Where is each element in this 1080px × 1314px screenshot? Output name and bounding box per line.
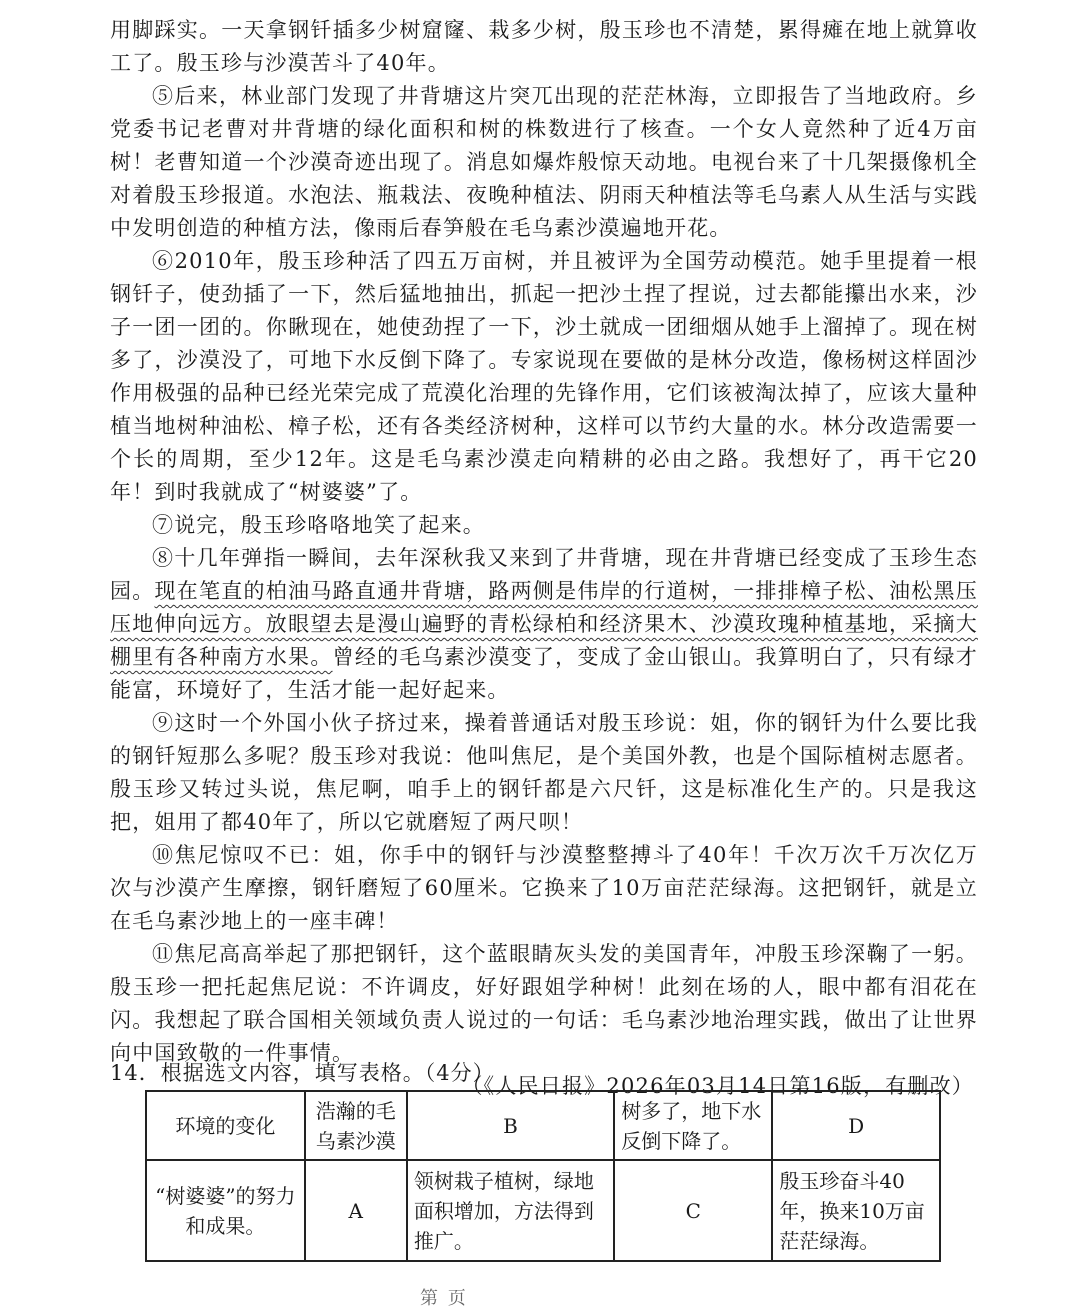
paragraph-7: ⑦说完，殷玉珍咯咯地笑了起来。 xyxy=(152,513,485,537)
paragraph-6: ⑥2010年，殷玉珍种活了四五万亩树，并且被评为全国劳动模范。她手里提着一根钢钎子，使劲插了一下，然后猛地抽出，抓起一把沙土捏了捏说，过去都能攥出水来，沙子一团一团的。你瞅现在，她使劲捏了一下，沙土就成一团细烟从她手上溜掉了。现在树多了，沙漠没了，可地下水反倒下降了。专家说现在要做的是林分改造，像杨树这样固沙作用极强的品种已经光荣完成了荒漠化治理的先锋作用，它们该被淘汰掉了，应该大量种植当地树种油松、樟子松，还有各类经济树种，这样可以节约大量的水。林分改造需要一个长的周期，至少12年。这是毛乌素沙漠走向精耕的必由之路。我想好了，再干它20年！到时我就成了“树婆婆”了。 xyxy=(110,249,978,504)
row-header-environment: 环境的变化 xyxy=(146,1091,305,1160)
cell-row2-C: C xyxy=(614,1160,772,1261)
paragraph-5: ⑤后来，林业部门发现了井背塘这片突兀出现的茫茫林海，立即报告了当地政府。乡党委书记老曹对井背塘的绿化面积和树的株数进行了核查。一个女人竟然种了近4万亩树！老曹知道一个沙漠奇迹出现了。消息如爆炸般惊天动地。电视台来了十几架摄像机全对着殷玉珍报道。水泡法、瓶栽法、夜晚种植法、阴雨天种植法等毛乌素人从生活与实践中发明创造的种植方法，像雨后春笋般在毛乌素沙漠遍地开花。 xyxy=(110,84,978,240)
page-footer: 第 页 xyxy=(420,1288,468,1309)
cell-row2-col2: 领树栽子植树，绿地面积增加，方法得到推广。 xyxy=(407,1160,614,1261)
paragraph-11: ⑪焦尼高高举起了那把钢钎，这个蓝眼睛灰头发的美国青年，冲殷玉珍深鞠了一躬。殷玉珍一把托起焦尼说：不许调皮，好好跟姐学种树！此刻在场的人，眼中都有泪花在闪。我想起了联合国相关领域负责人说过的一句话：毛乌素沙地治理实践，做出了让世界向中国致敬的一件事情。 xyxy=(110,942,978,1065)
cell-row1-col3: 树多了，地下水反倒下降了。 xyxy=(614,1091,772,1160)
paragraph-9: ⑨这时一个外国小伙子挤过来，操着普通话对殷玉珍说：姐，你的钢钎为什么要比我的钢钎短那么多呢？殷玉珍对我说：他叫焦尼，是个美国外教，也是个国际植树志愿者。殷玉珍又转过头说，焦尼啊，咱手上的钢钎都是六尺钎，这是标准化生产的。只是我这把，姐用了都40年了，所以它就磨短了两尺呗！ xyxy=(110,711,978,834)
answer-table xyxy=(145,1090,941,1262)
cell-row2-col4: 殷玉珍奋斗40年，换来10万亩茫茫绿海。 xyxy=(772,1160,940,1261)
cell-row2-A: A xyxy=(305,1160,407,1261)
article-body xyxy=(110,14,978,1103)
table-row xyxy=(146,1091,940,1160)
table-row xyxy=(146,1160,940,1261)
source-citation: （《人民日报》2026年03月14日第16版，有删改） xyxy=(461,1074,974,1098)
paragraph-8-wavy-underlined: 现在笔直的柏油马路直通井背塘，路两侧是伟岸的行道树，一排排樟子松、油松黑压压地伸向远方。放眼望去是漫山遍野的青松绿柏和经济果木、沙漠玫瑰种植基地，采摘大棚里有各种南方水果。 xyxy=(110,579,978,669)
cell-row1-col1: 浩瀚的毛乌素沙漠 xyxy=(305,1091,407,1160)
cell-row1-D: D xyxy=(772,1091,940,1160)
paragraph-8 xyxy=(110,542,978,707)
paragraph-continuation: 用脚踩实。一天拿钢钎插多少树窟窿、栽多少树，殷玉珍也不清楚，累得瘫在地上就算收工了。殷玉珍与沙漠苦斗了40年。 xyxy=(110,18,978,75)
cell-row1-B: B xyxy=(407,1091,614,1160)
row-header-efforts: “树婆婆”的努力和成果。 xyxy=(146,1160,305,1261)
paragraph-8-rest: 曾经的毛乌素沙漠变了，变成了金山银山。我算明白了，只有绿才能富，环境好了，生活才能一起好起来。 xyxy=(110,645,978,702)
paragraph-8-intro: ⑧十几年弹指一瞬间，去年深秋我又来到了井背塘，现在井背塘已经变成了玉珍生态园。 xyxy=(110,546,978,603)
question-14: 14．根据选文内容，填写表格。（4分） xyxy=(110,1061,495,1085)
paragraph-10: ⑩焦尼惊叹不已：姐，你手中的钢钎与沙漠整整搏斗了40年！千次万次千万次亿万次与沙漠产生摩擦，钢钎磨短了60厘米。它换来了10万亩茫茫绿海。这把钢钎，就是立在毛乌素沙地上的一座丰碑！ xyxy=(110,843,978,933)
